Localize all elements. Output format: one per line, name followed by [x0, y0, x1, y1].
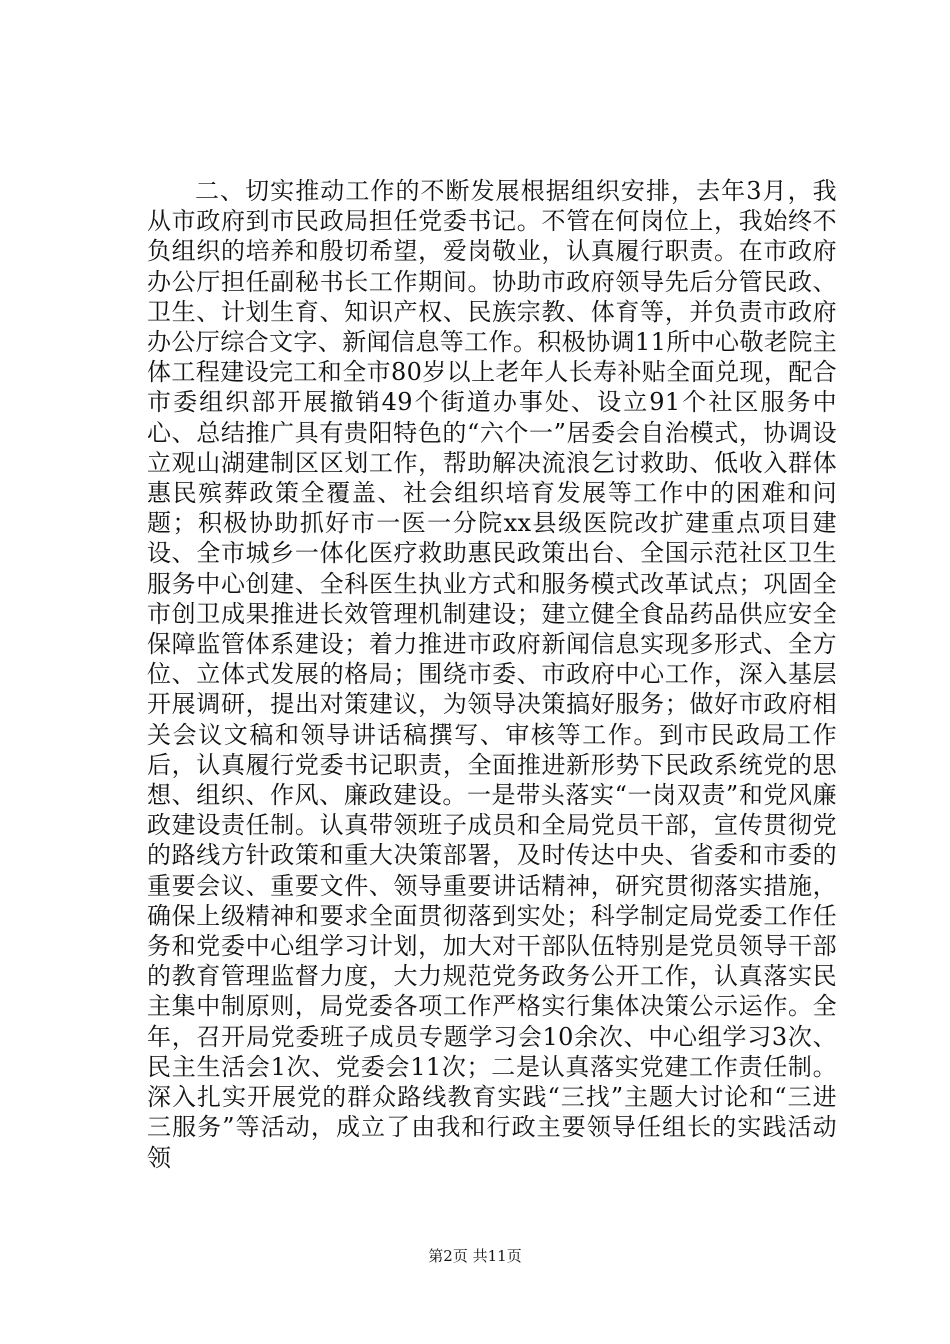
page-number-footer: 第2页 共11页 — [428, 1247, 522, 1265]
body-paragraph: 二、切实推动工作的不断发展根据组织安排，去年3月，我从市政府到市民政局担任党委书记。不管在何岗位上，我始终不负组织的培养和殷切希望，爱岗敬业，认真履行职责。在市政府办公厅担任副秘书长工作期间。协助市政府领导先后分管民政、卫生、计划生育、知识产权、民族宗教、体育等，并负责市政府办公厅综合文字、新闻信息等工作。积极协调11所中心敬老院主体工程建设完工和全市80岁以上老年人长寿补贴全面兑现，配合市委组织部开展撤销49个街道办事处、设立91个社区服务中心、总结推广具有贵阳特色的“六个一”居委会自治模式，协调设立观山湖建制区区划工作，帮助解决流浪乞讨救助、低收入群体惠民殡葬政策全覆盖、社会组织培育发展等工作中的困难和问题；积极协助抓好市一医一分院xx县级医院改扩建重点项目建设、全市城乡一体化医疗救助惠民政策出台、全国示范社区卫生服务中心创建、全科医生执业方式和服务模式改革试点；巩固全市创卫成果推进长效管理机制建设；建立健全食品药品供应安全保障监管体系建设；着力推进市政府新闻信息实现多形式、全方位、立体式发展的格局；围绕市委、市政府中心工作，深入基层开展调研，提出对策建议，为领导决策搞好服务；做好市政府相关会议文稿和领导讲话稿撰写、审核等工作。到市民政局工作后，认真履行党委书记职责，全面推进新形势下民政系统党的思想、组织、作风、廉政建设。一是带头落实“一岗双责”和党风廉政建设责任制。认真带领班子成员和全局党员干部，宣传贯彻党的路线方针政策和重大决策部署，及时传达中央、省委和市委的重要会议、重要文件、领导重要讲话精神，研究贯彻落实措施，确保上级精神和要求全面贯彻落到实处；科学制定局党委工作任务和党委中心组学习计划，加大对干部队伍特别是党员领导干部的教育管理监督力度，大力规范党务政务公开工作，认真落实民主集中制原则，局党委各项工作严格实行集体决策公示运作。全年，召开局党委班子成员专题学习会10余次、中心组学习3次、民主生活会1次、党委会11次；二是认真落实党建工作责任制。深入扎实开展党的群众路线教育实践“三找”主题大讨论和“三进三服务”等活动，成立了由我和行政主要领导任组长的实践活动领 — [147, 177, 837, 1172]
